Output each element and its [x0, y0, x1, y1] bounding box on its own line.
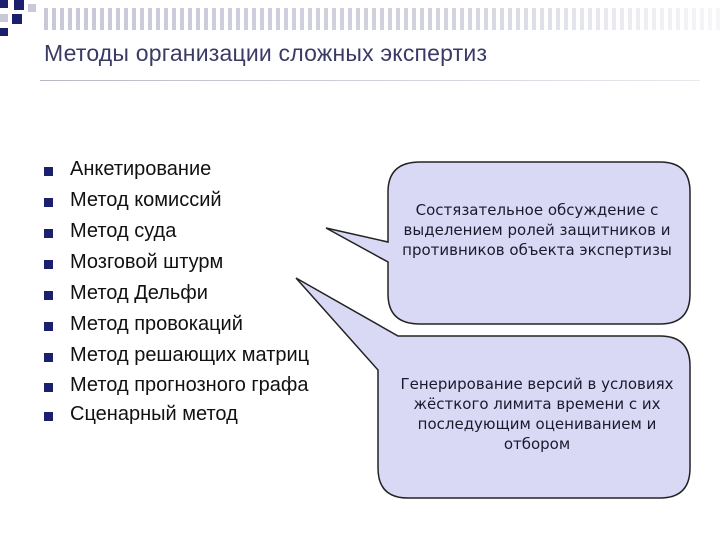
list-item-label: Метод суда [70, 220, 177, 242]
callout-2-text: Генерирование версий в условиях жёсткого лимита времени с их последующим оцениванием и отбором [400, 375, 674, 453]
list-item-label: Метод Дельфи [70, 282, 208, 304]
callout-1-text: Состязательное обсуждение с выделением ролей защитников и противников объекта экспертизы [402, 201, 672, 259]
list-item-label: Метод провокаций [70, 313, 243, 335]
list-item-label: Сценарный метод [70, 403, 238, 425]
list-item-label: Метод комиссий [70, 189, 222, 211]
page-title: Методы организации сложных экспертиз [44, 40, 488, 66]
list-item-label: Мозговой штурм [70, 251, 224, 273]
list-item-label: Метод прогнозного графа [70, 373, 309, 396]
list-item-label: Метод решающих матриц [70, 344, 310, 366]
list-item-label: Анкетирование [70, 158, 212, 180]
